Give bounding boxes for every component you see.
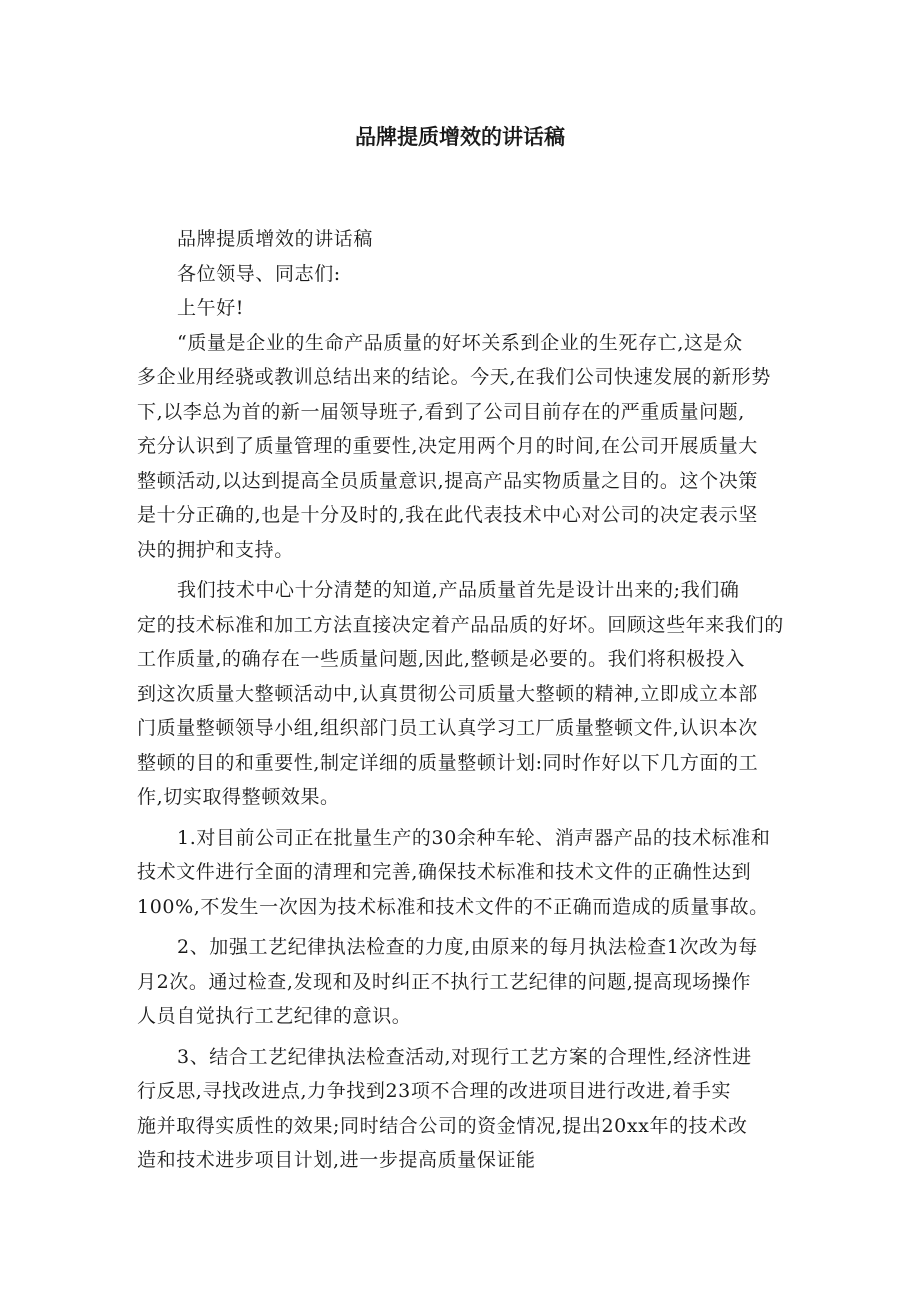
text-line: 100%,不发生一次因为技术标准和技术文件的不正确而造成的质量事故。 xyxy=(137,895,769,918)
text-line: 工作质量,的确存在一些质量问题,因此,整顿是必要的。我们将积极投入 xyxy=(137,648,745,670)
text-line: 多企业用经骁或教训总结出来的结论。今天,在我们公司快速发展的新形势 xyxy=(137,366,771,388)
text-line: 门质量整顿领导小组,组织部门员工认真学习工厂质量整顿文件,认识本次 xyxy=(137,717,758,739)
text-line: 上午好! xyxy=(177,297,245,319)
text-line: 技术文件进行全面的清理和完善,确保技术标准和技术文件的正确性达到 xyxy=(137,861,752,883)
text-line: 造和技术进步项目计划,进一步提高质量保证能 xyxy=(137,1149,536,1171)
text-line: 到这次质量大整顿活动中,认真贯彻公司质量大整顿的精神,立即成立本部 xyxy=(137,682,758,705)
text-line: 人员自觉执行工艺纪律的意识。 xyxy=(137,1005,412,1027)
text-line: 定的技术标准和加工方法直接决定着产品品质的好坏。回顾这些年来我们的 xyxy=(137,613,784,636)
text-line: 月2次。通过检查,发现和及时纠正不执行工艺纪律的问题,提高现场操作 xyxy=(137,970,751,993)
text-line: 下,以李总为首的新一届领导班子,看到了公司目前存在的严重质量问题, xyxy=(137,400,745,423)
text-line: 充分认识到了质量管理的重要性,决定用两个月的时间,在公司开展质量大 xyxy=(137,435,758,457)
text-line: 行反思,寻找改进点,力争找到23项不合理的改进项目进行改进,着手实 xyxy=(137,1080,732,1102)
text-line: 3、结合工艺纪律执法检查活动,对现行工艺方案的合理性,经济性进 xyxy=(177,1045,752,1068)
text-line: 2、加强工艺纪律执法检查的力度,由原来的每月执法检查1次改为每 xyxy=(177,936,758,958)
page-title: 品牌提质增效的讲话稿 xyxy=(355,125,565,149)
text-line: 1.对目前公司正在批量生产的30余种车轮、消声器产品的技术标准和 xyxy=(177,826,771,849)
text-line: “质量是企业的生命产品质量的好坏关系到企业的生死存亡,这是众 xyxy=(177,331,743,354)
text-line: 施并取得实质性的效果;同时结合公司的资金情况,提出20xx年的技术改 xyxy=(137,1114,748,1137)
text-line: 我们技术中心十分清楚的知道,产品质量首先是设计出来的;我们确 xyxy=(177,579,740,601)
text-line: 整顿的目的和重要性,制定详细的质量整顿计划:同时作好以下几方面的工 xyxy=(137,751,759,774)
text-line: 决的拥护和支持。 xyxy=(137,538,294,561)
text-line: 作,切实取得整顿效果。 xyxy=(137,786,340,808)
text-line: 是十分正确的,也是十分及时的,我在此代表技术中心对公司的决定表示坚 xyxy=(137,504,758,526)
text-line: 整顿活动,以达到提高全员质量意识,提高产品实物质量之目的。这个决策 xyxy=(137,469,758,492)
document-body xyxy=(137,222,785,1178)
text-line: 各位领导、同志们: xyxy=(177,262,341,285)
text-line: 品牌提质增效的讲话稿 xyxy=(177,228,374,250)
